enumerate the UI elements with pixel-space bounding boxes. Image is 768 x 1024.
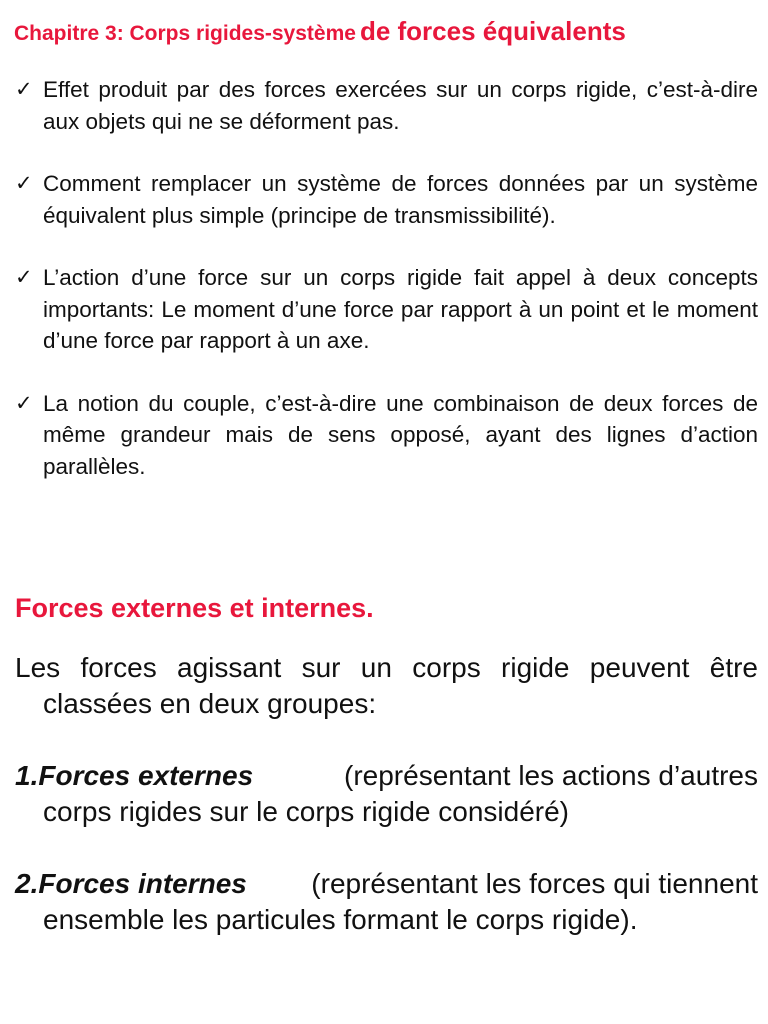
list-item-internal-forces — [15, 866, 758, 938]
intro-line-2: classées en deux groupes: — [43, 688, 377, 719]
intro-paragraph — [15, 650, 758, 722]
checkmark-icon: ✓ — [15, 171, 33, 195]
bullet-list — [14, 74, 758, 513]
bullet-text: Effet produit par des forces exercées sur un corps rigide, c’est-à-dire aux objets qui ne se déforment pas. — [43, 77, 758, 134]
bullet-item — [14, 388, 758, 483]
bullet-item — [14, 262, 758, 357]
checkmark-icon: ✓ — [15, 265, 33, 289]
bullet-text: La notion du couple, c’est-à-dire une combinaison de deux forces de même grandeur mais de sens opposé, ayant des lignes d’action parallèles. — [43, 390, 758, 479]
item-description: (représentant les forces qui tiennent — [311, 868, 758, 899]
item-term: Forces internes — [38, 868, 247, 899]
bullet-text: L’action d’une force sur un corps rigide fait appel à deux concepts importants: Le moment d’une force par rapport à un point et le moment d’une force par rapport à un axe. — [43, 265, 758, 353]
item-description-continued: ensemble les particules formant le corps rigide). — [43, 904, 638, 935]
section-heading: Forces externes et internes. — [15, 593, 374, 623]
title-part-2: de forces équivalents — [359, 16, 626, 46]
title-part-1: Chapitre 3: Corps rigides-système — [14, 22, 356, 45]
checkmark-icon: ✓ — [15, 77, 33, 101]
item-term: Forces externes — [38, 760, 254, 791]
list-item-external-forces — [15, 758, 758, 830]
item-description-continued: corps rigides sur le corps rigide considéré) — [43, 796, 569, 827]
intro-line-1: Les forces agissant sur un corps rigide peuvent être — [15, 652, 758, 683]
bullet-item — [14, 168, 758, 231]
bullet-item — [14, 74, 758, 137]
bullet-text: Comment remplacer un système de forces données par un système équivalent plus simple (principe de transmissibilité). — [43, 171, 758, 228]
checkmark-icon: ✓ — [15, 390, 33, 415]
item-number: 2. — [15, 868, 39, 899]
item-number: 1. — [15, 760, 39, 791]
slide-title — [14, 16, 626, 47]
item-description: (représentant les actions d’autres — [344, 760, 758, 791]
